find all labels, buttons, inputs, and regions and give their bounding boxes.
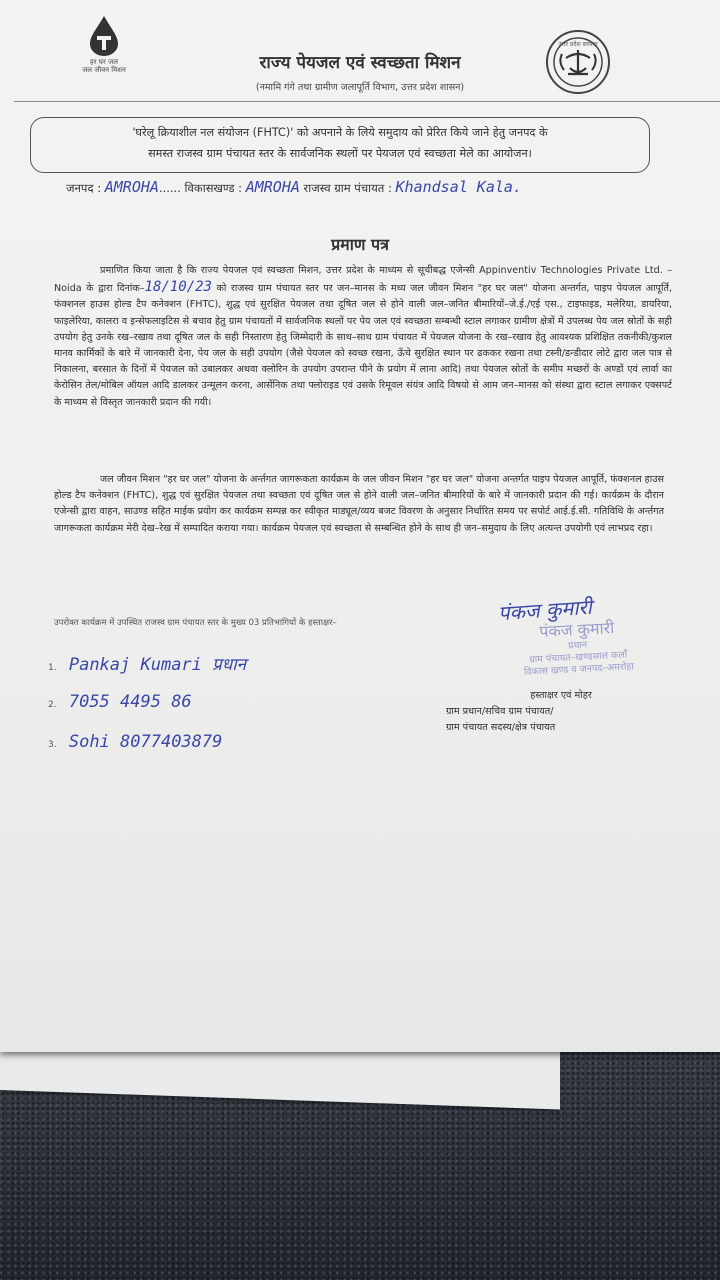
attendees-intro: उपरोक्त कार्यक्रम में उपस्थित राजस्व ग्राम पंचायत स्तर के मुख्य 03 प्रतिभागियों के हस्ताक्षर– bbox=[54, 618, 337, 628]
event-banner bbox=[30, 117, 650, 173]
attendee-entry-1 bbox=[48, 652, 246, 675]
attendee-text: Sohi 8077403879 bbox=[68, 732, 223, 752]
paragraph-1-intro: प्रमाणित किया जाता है कि राज्य पेयजल एवं स्वच्छता मिशन, उत्तर प्रदेश के माध्यम से सूचीबद्ध एजेन्सी Appinventiv Technologies Private Ltd. – Noida के द्वारा दिनांक– bbox=[54, 265, 672, 295]
emblem-text: उत्तर प्रदेश सरकार bbox=[558, 41, 598, 48]
signature-block bbox=[446, 688, 676, 736]
stamp-line-2: विकास खण्ड व जनपद–अमरोहा bbox=[523, 661, 635, 678]
location-line: जनपद : AMROHA...... विकासखण्ड : AMROHA राजस्व ग्राम पंचायत : Khandsal Kala. bbox=[66, 178, 522, 196]
paragraph-1-body: को राजस्व ग्राम पंचायत स्तर पर जन–मानस के मध्य जल जीवन मिशन "हर घर जल" योजना अन्तर्गत, पाइप पेयजल आपूर्ति, फंक्शनल हाउस होल्ड टैप कनेक्शन (FHTC), शुद्ध एवं सुरक्षित पेयजल तथा दूषित जल से होने वाली जल–जनित बीमारियों–जे.ई./एई एस., टाइफाइड, मलेरिया, डायरिया, फाइलेरिया, कालरा व इन्सेफलाइटिस से बचाव हेतु ग्राम पंचायतों में सार्वजनिक स्थलों पर पेय जल एवं स्वच्छता सम्बन्धी स्टाल लगाकर ग्रामीण क्षेत्रों में उपलब्ध पेय जल स्रोतों के सही उपयोग हेतु उनके रख–रखाव तथा दूषित जल के सही निस्तारण हेतु जिम्मेदारी के साथ–साथ ग्राम पंचायत में पेयजल योजना के रख–रखाव हेतु आवश्यक प्रशिक्षित तकनीकी/कुशल मानव कार्मिकों के बारे में जानकारी देना, पेय जल के सही उपयोग (जैसे पेयजल को स्वच्छ रखना, ऊँचे सुरक्षित स्थान पर ढककर रखना तथा टस्नी/डन्डीदार लोटे द्वारा जल पात्र से निकालना, बरसात के दिनों में पेयजल को उबालकर अथवा क्लोरिन के उपयोग उपरान्त पीने के प्रयोग में लाना आदि) तथा पेयजल स्रोतों के समीप मच्छरों के अण्डों एवं लार्वा का केरोसिन तेल/मोबिल ऑयल आदि डालकर उन्मूलन करना, आर्सेनिक तथा फ्लोराइड एवं उसके रिमूवल संयंत्र आदि विषयो से आम जन–मानस को संस्था द्वारा स्टाल लगाकर एक्सपर्ट के माध्यम से विस्तृत जानकारी प्रदान की गयी। bbox=[54, 283, 672, 408]
certificate-title: प्रमाण पत्र bbox=[331, 235, 389, 254]
stamp-name: पंकज कुमारी bbox=[538, 618, 615, 641]
signatory-roles-2: ग्राम पंचायत सदस्य/क्षेत्र पंचायत bbox=[446, 722, 556, 733]
official-stamp bbox=[498, 616, 657, 688]
certificate-paragraph-2: जल जीवन मिशन "हर घर जल" योजना के अर्न्तगत जागरूकता कार्यक्रम के जल जीवन मिशन "हर घर जल" योजना अन्तर्गत पाइप पेयजल आपूर्ति, फंक्शनल हाउस होल्ड टैप कनेक्शन (FHTC), शुद्ध एवं सुरक्षित पेयजल तथा स्वच्छता एवं दूषित जल से होने वाली जल–जनित बीमारियों के बारे में जानकारी प्रदान की गई। कार्यक्रम के दौरान एजेन्सी द्वारा वाहन, साउण्ड सहित माईक प्रयोग कर कार्यक्रम सम्पन्न कर स्वीकृत माड्यूल/व्यय बजट विवरण के अनुसार निर्धारित समय पर सपोर्ट आई.ई.सी. गतिविधि के अर्न्तगत जागरूकता कार्यक्रम मेरी देख–रेख में सम्पादित कराया गया। कार्यक्रम पेयजल एवं स्वच्छता से सम्बन्धित होने के साथ ही जन–समुदाय के लिए अत्यन्त उपयोगी एवं लाभप्रद रहा। bbox=[54, 474, 664, 534]
signature-label: हस्ताक्षर एवं मोहर bbox=[530, 690, 592, 701]
banner-line-2: समस्त राजस्व ग्राम पंचायत स्तर के सार्वजनिक स्थलों पर पेयजल एवं स्वच्छता मेले का आयोजन। bbox=[148, 147, 532, 160]
banner-line-1: 'घरेलू क्रियाशील नल संयोजन (FHTC)' को अपनाने के लिये समुदाय को प्रेरित किये जाने हेतु जनपद के bbox=[132, 126, 548, 139]
district-value: AMROHA bbox=[104, 178, 159, 196]
attendee-number: 2. bbox=[48, 700, 57, 710]
district-label: जनपद : bbox=[66, 181, 102, 195]
logo-caption: हर घर जल जल जीवन मिशन bbox=[82, 58, 126, 74]
signatory-roles-1: ग्राम प्रधान/सचिव ग्राम पंचायत/ bbox=[446, 706, 554, 717]
stamp-role: प्रधान bbox=[567, 639, 588, 652]
stamp-line-1: ग्राम पंचायत–खण्डसाल कलाँ bbox=[529, 649, 628, 666]
panchayat-value: Khandsal Kala. bbox=[395, 178, 522, 196]
panchayat-label: राजस्व ग्राम पंचायत : bbox=[303, 181, 392, 195]
event-date: 18/10/23 bbox=[144, 279, 212, 296]
block-value: AMROHA bbox=[245, 178, 300, 196]
attendee-text: Pankaj Kumari प्रधान bbox=[68, 655, 247, 675]
header-divider bbox=[14, 101, 720, 102]
attendee-entry-2 bbox=[48, 692, 192, 712]
attendee-entry-3 bbox=[48, 732, 222, 752]
handwritten-signature: पंकज कुमारी bbox=[497, 594, 593, 626]
attendee-number: 1. bbox=[48, 663, 57, 673]
certificate-paragraph-1 bbox=[54, 263, 672, 411]
mission-title: राज्य पेयजल एवं स्वच्छता मिशन bbox=[259, 53, 461, 73]
attendee-number: 3. bbox=[48, 740, 57, 750]
attendee-text: 7055 4495 86 bbox=[68, 692, 192, 712]
block-label: विकासखण्ड : bbox=[184, 181, 243, 195]
department-subtitle: (नमामि गंगे तथा ग्रामीण जलापूर्ति विभाग, उत्तर प्रदेश शासन) bbox=[255, 82, 465, 93]
